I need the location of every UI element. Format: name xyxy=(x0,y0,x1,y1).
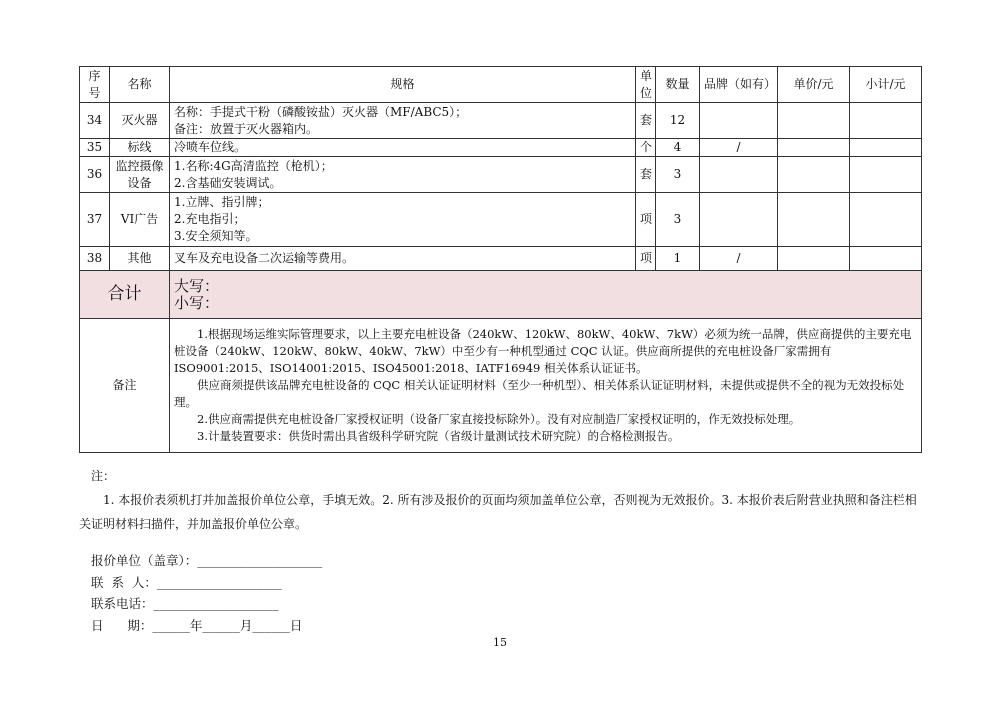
notes-title: 注： xyxy=(91,469,116,483)
header-qty: 数量 xyxy=(656,67,700,103)
signature-block xyxy=(91,550,322,636)
subtotal-cell xyxy=(850,247,922,271)
brand-cell xyxy=(700,103,778,139)
header-price: 单价/元 xyxy=(778,67,850,103)
subtotal-cell xyxy=(850,103,922,139)
table-header-row xyxy=(80,67,922,103)
header-unit: 单位 xyxy=(636,67,656,103)
price-cell xyxy=(778,247,850,271)
table-row xyxy=(80,247,922,271)
header-brand: 品牌（如有） xyxy=(700,67,778,103)
subtotal-cell xyxy=(850,193,922,247)
header-seq: 序号 xyxy=(80,67,110,103)
spec-line: 1.立牌、指引牌； xyxy=(174,195,270,209)
name-cell: VI广告 xyxy=(110,193,170,247)
total-label: 合计 xyxy=(80,271,170,319)
remarks-paragraph: 2.供应商需提供充电桩设备厂家授权证明（设备厂家直接投标除外）。没有对应制造厂家授权证明的，作无效投标处理。 xyxy=(197,412,801,426)
contact-phone-line: 联系电话：____________________ xyxy=(91,596,279,611)
header-subtotal: 小计/元 xyxy=(850,67,922,103)
spec-cell xyxy=(170,193,636,247)
spec-line: 叉车及充电设备二次运输等费用。 xyxy=(174,251,355,265)
spec-line: 3.安全须知等。 xyxy=(174,229,258,243)
spec-cell xyxy=(170,103,636,139)
remarks-content xyxy=(170,319,922,453)
date-line: 日 期：______年______月______日 xyxy=(91,617,303,633)
seq-cell: 38 xyxy=(80,247,110,271)
qty-cell: 3 xyxy=(656,157,700,193)
total-upper: 大写： xyxy=(174,276,220,295)
seq-cell: 35 xyxy=(80,139,110,157)
quotation-table xyxy=(79,66,922,453)
remarks-row xyxy=(80,319,922,453)
brand-cell: / xyxy=(700,139,778,157)
total-row xyxy=(80,271,922,319)
spec-line: 冷喷车位线。 xyxy=(174,140,247,154)
table-row xyxy=(80,103,922,139)
name-cell: 标线 xyxy=(110,139,170,157)
spec-line: 2.含基础安装调试。 xyxy=(174,175,282,190)
notes-body: 1. 本报价表须机打并加盖报价单位公章，手填无效。2. 所有涉及报价的页面均须加盖单位公章，否则视为无效报价。3. 本报价表后附营业执照和备注栏相关证明材料扫描件，并加盖报价单位公章。 xyxy=(79,493,917,531)
qty-cell: 4 xyxy=(656,139,700,157)
brand-cell: / xyxy=(700,247,778,271)
remarks-paragraph: 3.计量装置要求：供货时需出具省级科学研究院（省级计量测试技术研究院）的合格检测报告。 xyxy=(197,429,680,443)
unit-cell: 套 xyxy=(636,103,656,139)
remarks-paragraph: 供应商须提供该品牌充电桩设备的 CQC 相关认证证明材料（至少一种机型）、相关体系认证证明材料，未提供或提供不全的视为无效投标处理。 xyxy=(174,378,905,409)
company-seal-line: 报价单位（盖章）：____________________ xyxy=(91,553,323,568)
table-row xyxy=(80,157,922,193)
table-row xyxy=(80,139,922,157)
price-cell xyxy=(778,103,850,139)
unit-cell: 项 xyxy=(636,193,656,247)
header-name: 名称 xyxy=(110,67,170,103)
total-amount-cell xyxy=(170,271,922,319)
table-row xyxy=(80,193,922,247)
spec-cell xyxy=(170,139,636,157)
name-cell: 其他 xyxy=(110,247,170,271)
price-cell xyxy=(778,157,850,193)
spec-cell xyxy=(170,247,636,271)
contact-person-line: 联 系 人：____________________ xyxy=(91,574,282,590)
name-cell: 监控摄像设备 xyxy=(110,157,170,193)
spec-cell xyxy=(170,157,636,193)
subtotal-cell xyxy=(850,139,922,157)
spec-line: 2.充电指引； xyxy=(174,212,246,226)
price-cell xyxy=(778,193,850,247)
spec-line: 备注：放置于灭火器箱内。 xyxy=(174,121,319,136)
remarks-paragraph: 1.根据现场运维实际管理要求，以上主要充电桩设备（240kW、120kW、80kW、40kW、7kW）必须为统一品牌，供应商提供的主要充电桩设备（240kW、120kW、80kW、40kW、7kW）中至少有一种机型通过 CQC 认证。供应商所提供的充电桩设备厂家需拥有 ISO9001:2015、ISO14001:2015、ISO45001:2018、IATF16949 相关体系认证证书。 xyxy=(174,327,912,375)
price-cell xyxy=(778,139,850,157)
qty-cell: 1 xyxy=(656,247,700,271)
header-spec: 规格 xyxy=(170,67,636,103)
seq-cell: 37 xyxy=(80,193,110,247)
unit-cell: 套 xyxy=(636,157,656,193)
seq-cell: 34 xyxy=(80,103,110,139)
unit-cell: 项 xyxy=(636,247,656,271)
spec-line: 1.名称:4G高清监控（枪机）； xyxy=(174,158,333,173)
remarks-label: 备注 xyxy=(80,319,170,453)
seq-cell: 36 xyxy=(80,157,110,193)
brand-cell xyxy=(700,193,778,247)
spec-line: 名称：手提式干粉（磷酸铵盐）灭火器（MF/ABC5）； xyxy=(174,104,468,119)
brand-cell xyxy=(700,157,778,193)
name-cell: 灭火器 xyxy=(110,103,170,139)
subtotal-cell xyxy=(850,157,922,193)
notes-section xyxy=(79,464,921,536)
unit-cell: 个 xyxy=(636,139,656,157)
page-number: 15 xyxy=(493,636,507,649)
total-lower: 小写： xyxy=(174,293,220,312)
qty-cell: 3 xyxy=(656,193,700,247)
qty-cell: 12 xyxy=(656,103,700,139)
